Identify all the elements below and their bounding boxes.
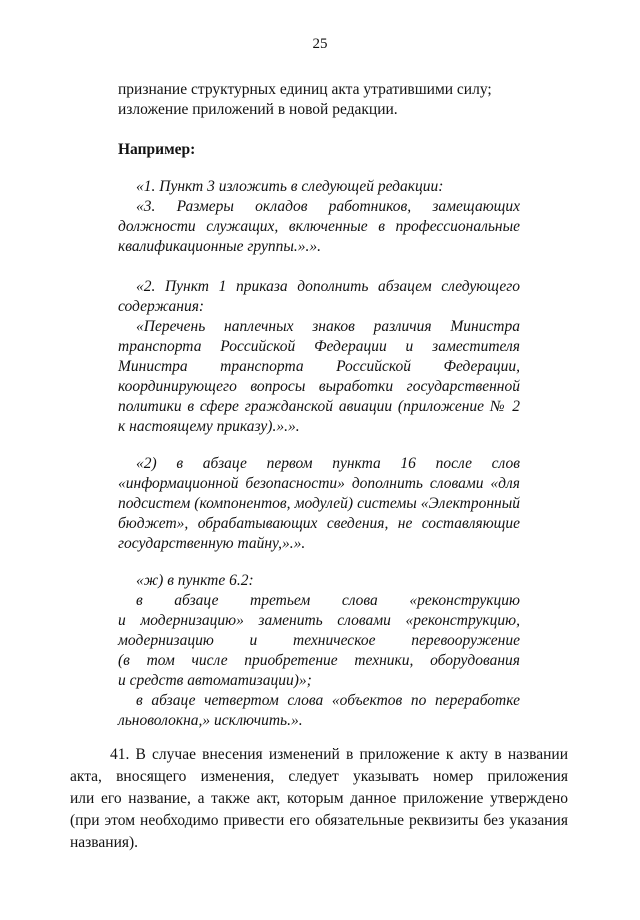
example-line: бюджет», обрабатывающих сведения, не составляющие (118, 515, 520, 532)
intro-line: изложение приложений в новой редакции. (118, 101, 398, 118)
example-line: «3. Размеры окладов работников, замещающих (136, 198, 520, 215)
example-line: и модернизацию» заменить словами «реконструкцию, (118, 612, 520, 629)
page-number: 25 (312, 36, 328, 52)
example-line: и средств автоматизации)»; (118, 672, 312, 689)
example-1 (118, 177, 520, 257)
example-line: модернизацию и техническое перевооружение (118, 632, 520, 649)
example-line: транспорта Российской Федерации и заместителя (118, 338, 520, 355)
example-line: содержания: (118, 298, 205, 315)
example-line: льноволокна,» исключить.». (118, 712, 303, 729)
example-line: «1. Пункт 3 изложить в следующей редакции: (136, 178, 444, 195)
paragraph-line: 41. В случае внесения изменений в приложение к акту в названии (110, 746, 568, 763)
example-line: «Перечень наплечных знаков различия Министра (136, 318, 520, 335)
example-line: должности служащих, включенные в профессиональные (118, 218, 520, 235)
example-line: в абзаце третьем слова «реконструкцию (136, 592, 520, 609)
example-line: «2) в абзаце первом пункта 16 после слов (136, 455, 520, 472)
example-line: политики в сфере гражданской авиации (приложение № 2 (118, 398, 520, 415)
example-line: «ж) в пункте 6.2: (136, 572, 254, 589)
example-line: государственную тайну,».». (118, 535, 306, 552)
example-line: подсистем (компонентов, модулей) системы «Электронный (118, 495, 520, 512)
intro-block (118, 80, 520, 120)
example-line: координирующего вопросы выработки государственной (118, 378, 520, 395)
paragraph-line: (при этом необходимо привести его обязательные реквизиты без указания (70, 812, 568, 829)
example-3 (118, 454, 520, 554)
example-line: «информационной безопасности» дополнить словами «для (118, 475, 520, 492)
paragraph-41 (70, 744, 568, 854)
example-line: в абзаце четвертом слова «объектов по переработке (136, 692, 520, 709)
paragraph-line: названия). (70, 834, 139, 851)
example-2 (118, 277, 520, 437)
paragraph-line: акта, вносящего изменения, следует указывать номер приложения (70, 768, 568, 785)
example-heading: Например: (118, 141, 196, 158)
paragraph-line: или его название, а также акт, которым данное приложение утверждено (70, 790, 568, 807)
example-line: к настоящему приказу).».». (118, 418, 300, 435)
example-line: «2. Пункт 1 приказа дополнить абзацем следующего (136, 278, 520, 295)
example-line: (в том числе приобретение техники, оборудования (118, 652, 520, 669)
example-line: Министра транспорта Российской Федерации, (118, 358, 520, 375)
example-line: квалификационные группы.».». (118, 238, 321, 255)
example-4 (118, 571, 520, 731)
intro-line: признание структурных единиц акта утратившими силу; (118, 81, 492, 98)
